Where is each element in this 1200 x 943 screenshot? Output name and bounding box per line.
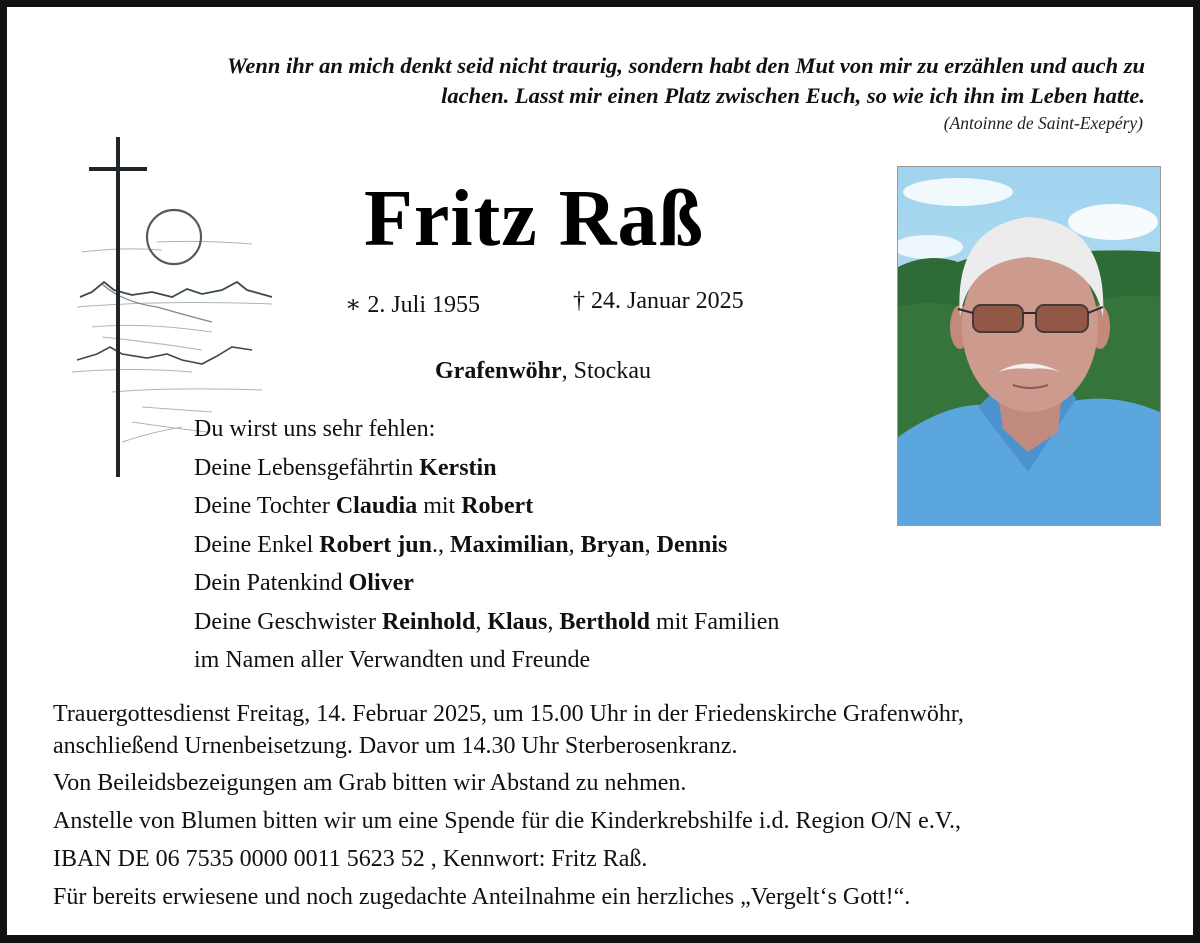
sibling-name: Reinhold [381,608,476,635]
grandchild-name: Maximilian [449,531,569,558]
deceased-name: Fritz Raß [364,175,705,263]
birth-date-value: 2. Juli 1955 [367,292,480,318]
portrait-photo [897,166,1161,526]
label: Dein Patenkind [194,570,349,596]
quote-line-1: Wenn ihr an mich denkt seid nicht traurig, sondern habt den Mut von mir zu erzählen und auch zu [227,53,1145,78]
dagger-icon: † [573,288,585,314]
donation-iban: IBAN DE 06 7535 0000 0011 5623 52 , Kennwort: Fritz Raß. [53,846,648,872]
label: Deine Tochter [194,493,336,519]
suffix: mit Familien [650,608,780,635]
mourner-partner [194,449,779,488]
daughter-name: Claudia [335,493,418,519]
separator: , [475,608,488,635]
birth-asterisk-icon: ∗ [345,292,362,318]
place-primary: Grafenwöhr [435,358,562,384]
mourner-godchild [194,564,779,603]
quote-line-2: lachen. Lasst mir einen Platz zwischen Euch, so wie ich ihn im Leben hatte. [441,83,1145,108]
service-information [53,698,964,913]
condolences-note: Von Beileidsbezeigungen am Grab bitten wir Abstand zu nehmen. [53,770,687,796]
sibling-name: Berthold [559,608,651,635]
daughter-partner-name: Robert [461,493,534,519]
separator: , [547,608,560,635]
thanks-note: Für bereits erwiesene und noch zugedachte Anteilnahme ein herzliches „Vergelt‘s Gott!“. [53,884,911,910]
mourner-daughter [194,487,779,526]
birth-date [345,290,480,319]
service-line-2: anschließend Urnenbeisetzung. Davor um 14.30 Uhr Sterberosenkranz. [53,733,738,759]
mourners-list [194,410,779,680]
godchild-name: Oliver [348,570,414,596]
mourner-grandchildren [194,526,779,565]
death-date [573,288,744,315]
mourner-siblings [194,603,779,642]
sibling-name: Klaus [487,608,548,635]
quote [35,51,1145,111]
separator: , [644,531,657,558]
place [435,358,651,385]
grandchild-name: Robert jun [319,531,432,558]
connector: mit [417,493,462,519]
label: Deine Enkel [194,531,320,558]
separator: , [568,531,581,558]
service-line-1: Trauergottesdienst Freitag, 14. Februar 2025, um 15.00 Uhr in der Friedenskirche Grafenwöhr, [53,701,964,727]
quote-author: (Antoinne de Saint-Exepéry) [943,113,1143,133]
label: Deine Geschwister [194,608,382,635]
death-date-value: 24. Januar 2025 [591,288,744,314]
separator: ., [431,531,450,558]
grandchild-name: Dennis [656,531,728,558]
label: Deine Lebensgefährtin [194,454,420,481]
mourners-closing: im Namen aller Verwandten und Freunde [194,647,591,673]
partner-name: Kerstin [419,454,497,481]
place-secondary: , Stockau [561,358,651,384]
grandchild-name: Bryan [580,531,645,558]
donation-line-1: Anstelle von Blumen bitten wir um eine Spende für die Kinderkrebshilfe i.d. Region O/N e.V., [53,808,962,834]
mourners-intro: Du wirst uns sehr fehlen: [194,416,436,442]
